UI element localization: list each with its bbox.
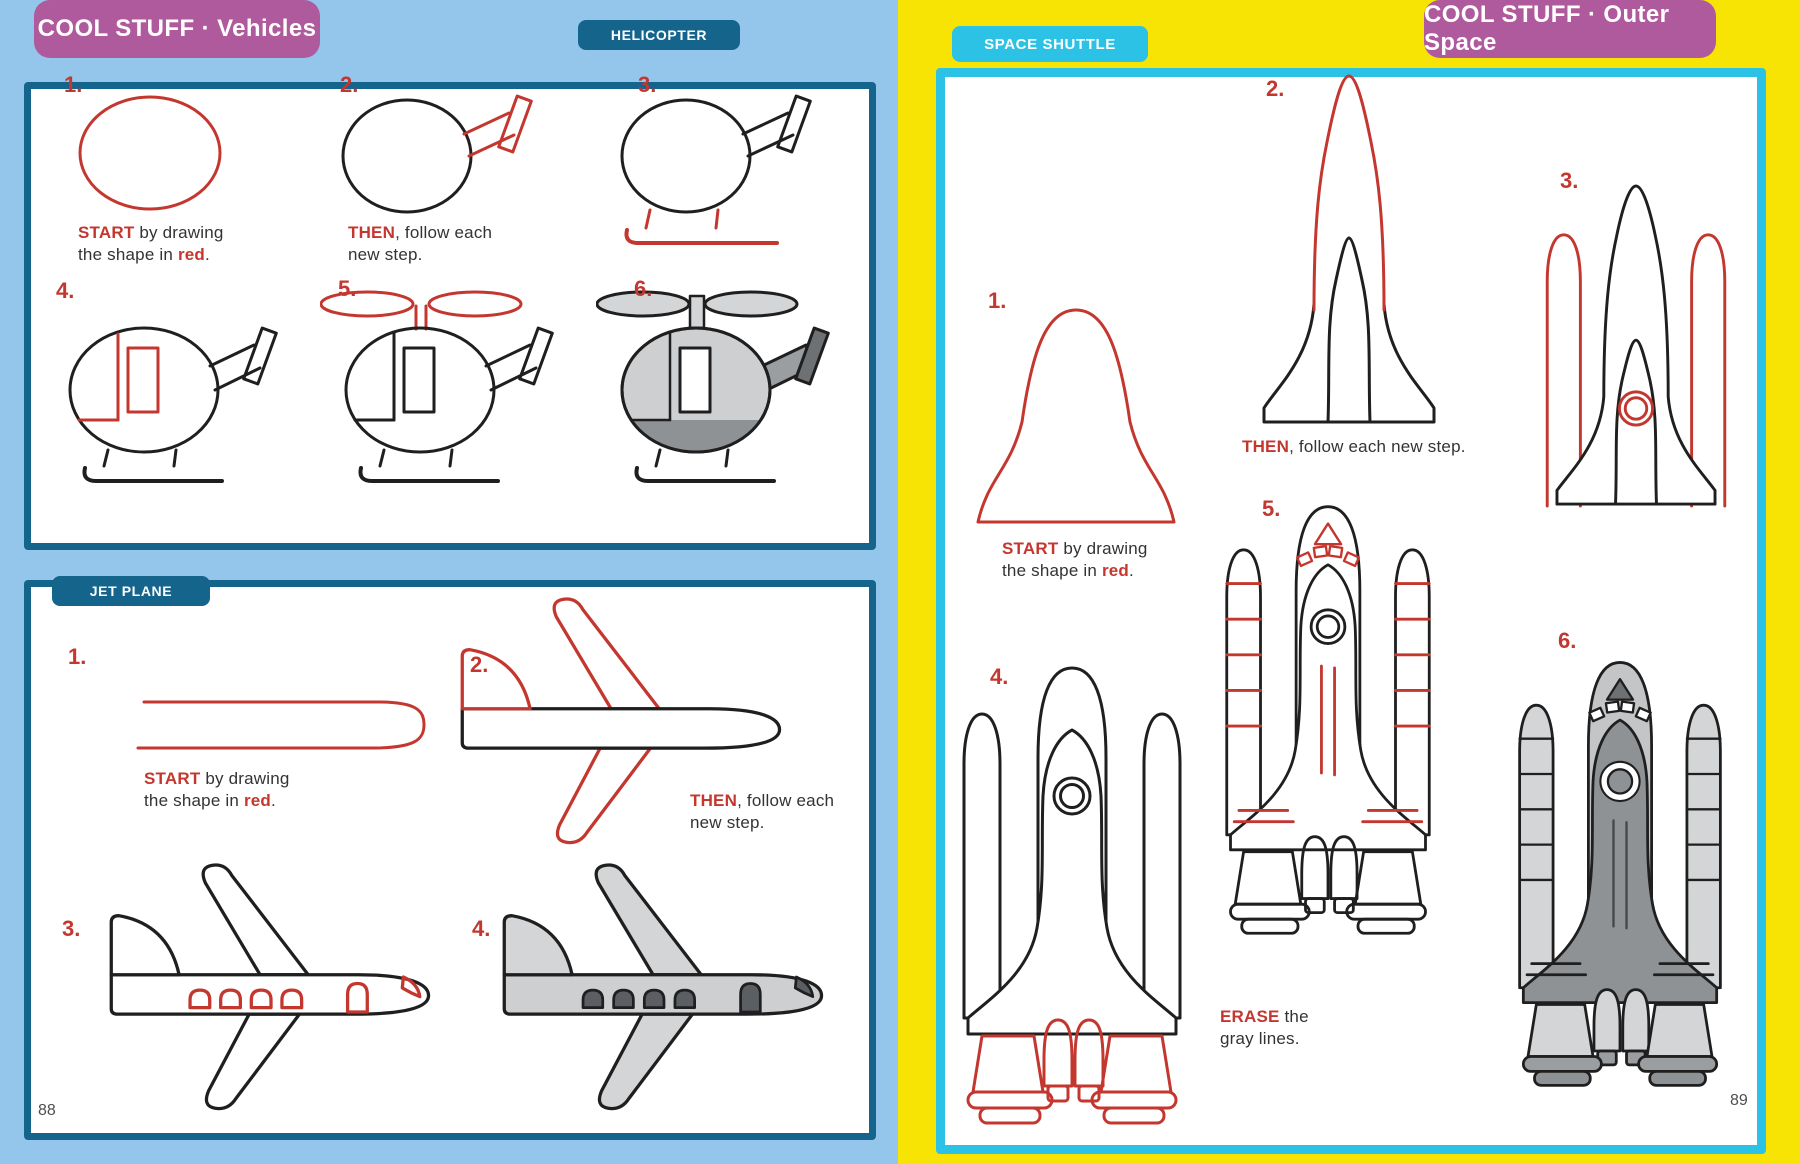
shuttle-step-number: 2.: [1266, 76, 1285, 101]
helicopter-tab: [578, 20, 740, 50]
shuttle-step-5-drawing: [1208, 486, 1448, 938]
helicopter-step-number: 5.: [338, 276, 357, 301]
helicopter-step-number: 1.: [64, 72, 83, 97]
helicopter-step-4-drawing: [52, 306, 290, 486]
shuttle-step-number: 5.: [1262, 496, 1281, 521]
helicopter-then-caption: THEN, follow each new step.: [348, 223, 493, 264]
helicopter-step-number: 3.: [638, 72, 657, 97]
shuttle-step-2-drawing: [1226, 58, 1470, 436]
jet-step-1-drawing: [132, 692, 432, 758]
left-page-number: 88: [38, 1102, 56, 1119]
jet-start-caption: START by drawing the shape in red.: [144, 769, 290, 810]
helicopter-step-3-drawing: [612, 82, 830, 250]
helicopter-step-number: 2.: [340, 72, 359, 97]
helicopter-step-2-drawing: [333, 82, 545, 222]
shuttle-step-number: 4.: [990, 664, 1009, 689]
shuttle-start-caption: START by drawing the shape in red.: [1002, 539, 1148, 580]
jet-step-number: 2.: [470, 652, 489, 677]
right-page-banner: [1424, 0, 1716, 58]
helicopter-tab-label: HELICOPTER: [610, 27, 708, 43]
left-page-banner: [34, 0, 320, 58]
shuttle-step-number: 3.: [1560, 168, 1579, 193]
jet-plane-tab: [52, 576, 210, 606]
jet-step-3-drawing: [85, 852, 457, 1126]
shuttle-erase-caption: ERASE the gray lines.: [1220, 1007, 1309, 1048]
jet-step-number: 1.: [68, 644, 87, 669]
space-shuttle-tab-label: SPACE SHUTTLE: [984, 35, 1116, 53]
shuttle-step-3-drawing: [1516, 158, 1756, 536]
left-banner-label: COOL STUFF · Vehicles: [37, 15, 317, 42]
jet-plane-tab-label: JET PLANE: [89, 583, 173, 599]
space-shuttle-tab: [952, 26, 1148, 62]
jet-then-caption: THEN, follow each new step.: [690, 791, 835, 832]
shuttle-step-number: 6.: [1558, 628, 1577, 653]
helicopter-step-number: 6.: [634, 276, 653, 301]
shuttle-step-number: 1.: [988, 288, 1007, 313]
shuttle-step-6-drawing: [1480, 642, 1760, 1090]
shuttle-then-caption: THEN, follow each new step.: [1242, 437, 1466, 456]
helicopter-step-1-drawing: [66, 90, 234, 216]
right-banner-label: COOL STUFF · Outer Space: [1424, 1, 1670, 56]
right-page-number: 89: [1730, 1092, 1748, 1109]
helicopter-step-6-drawing: [596, 282, 842, 484]
helicopter-step-number: 4.: [56, 278, 75, 303]
jet-step-number: 3.: [62, 916, 81, 941]
jet-step-4-drawing: [478, 852, 850, 1126]
jet-step-number: 4.: [472, 916, 491, 941]
helicopter-start-caption: START by drawing the shape in red.: [78, 223, 224, 264]
shuttle-step-4-drawing: [944, 646, 1200, 1128]
helicopter-step-5-drawing: [320, 282, 566, 484]
